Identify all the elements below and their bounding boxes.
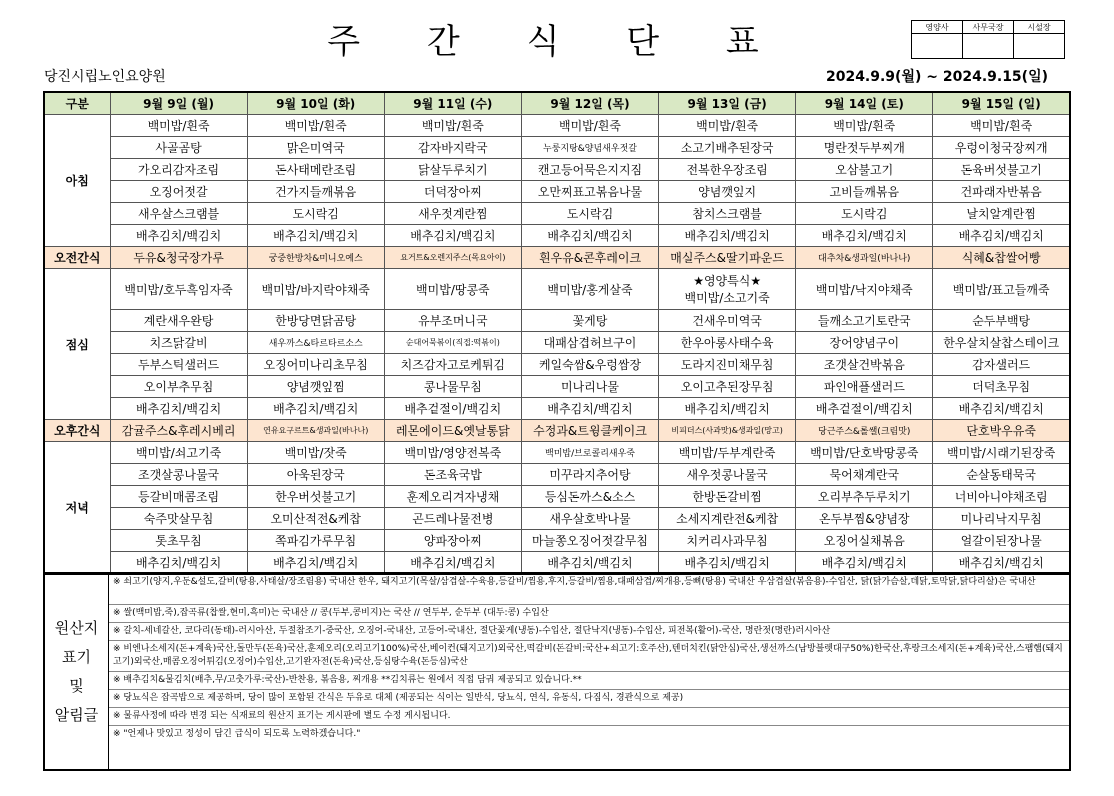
snack-cell: 식혜&찹쌀어빵 bbox=[933, 247, 1070, 269]
menu-cell: 배추김치/백김치 bbox=[110, 225, 247, 247]
note-item: ※ 쇠고기(양지,우둔&설도,갈비(탕용,사태살/장조림용) 국내산 한우, 돼지고기(목살/삼겹살-수육용,등갈비/찜용,후지,등갈비/찜용,대패삼겹/찌개용,등뼈(탕용) 국내산 우삼겹살(볶음용)-수입산, 닭(닭가슴살,데닭,토막닭,닭다리살)은 국내산 bbox=[109, 574, 1069, 605]
menu-cell: 사골곰탕 bbox=[110, 137, 247, 159]
menu-cell: 치커리사과무침 bbox=[659, 530, 796, 552]
lunch-row bbox=[44, 332, 1070, 354]
menu-cell: 등갈비매콤조림 bbox=[110, 486, 247, 508]
approval-dietitian-label: 영양사 bbox=[912, 21, 963, 34]
snack-cell: 수정과&트윙클케이크 bbox=[521, 420, 658, 442]
menu-cell-text: 백미밥/호두흑임자죽 bbox=[124, 282, 233, 297]
header-cell: 9월 12일 (목) bbox=[521, 92, 658, 115]
menu-cell: 배추김치/백김치 bbox=[796, 552, 933, 575]
dinner-row bbox=[44, 486, 1070, 508]
menu-cell: 감자바지락국 bbox=[384, 137, 521, 159]
dinner-row bbox=[44, 464, 1070, 486]
menu-cell: 백미밥/영양전복죽 bbox=[384, 442, 521, 464]
menu-cell: 백미밥/흰죽 bbox=[521, 115, 658, 137]
menu-cell: 백미밥/흰죽 bbox=[796, 115, 933, 137]
menu-cell: 계란새우완탕 bbox=[110, 310, 247, 332]
menu-cell: 한우살치살찹스테이크 bbox=[933, 332, 1070, 354]
menu-cell: 배추김치/백김치 bbox=[384, 225, 521, 247]
menu-cell: 배추김치/백김치 bbox=[247, 225, 384, 247]
menu-cell: 콩나물무침 bbox=[384, 376, 521, 398]
weekly-menu-table bbox=[43, 91, 1071, 575]
menu-cell: 건가지들깨볶음 bbox=[247, 181, 384, 203]
menu-cell bbox=[796, 269, 933, 310]
menu-cell: 들깨소고기토란국 bbox=[796, 310, 933, 332]
menu-cell: 새우젓계란찜 bbox=[384, 203, 521, 225]
menu-cell: 맑은미역국 bbox=[247, 137, 384, 159]
menu-cell: 꽃게탕 bbox=[521, 310, 658, 332]
dinner-row bbox=[44, 442, 1070, 464]
dinner-label: 저녁 bbox=[44, 442, 110, 575]
menu-cell: 백미밥/쇠고기죽 bbox=[110, 442, 247, 464]
lunch-row bbox=[44, 354, 1070, 376]
menu-cell: 누룽지탕&양념새우젓갈 bbox=[521, 137, 658, 159]
menu-cell: 한우버섯불고기 bbox=[247, 486, 384, 508]
menu-cell: 파인애플샐러드 bbox=[796, 376, 933, 398]
menu-cell: 온두부찜&양념장 bbox=[796, 508, 933, 530]
menu-cell: 백미밥/흰죽 bbox=[659, 115, 796, 137]
menu-cell: 장어양념구이 bbox=[796, 332, 933, 354]
menu-cell: 가오리감자조림 bbox=[110, 159, 247, 181]
menu-cell: 아욱된장국 bbox=[247, 464, 384, 486]
menu-period: 2024.9.9(월) ~ 2024.9.15(일) bbox=[825, 69, 1048, 85]
pm_snack-row bbox=[44, 420, 1070, 442]
menu-cell: 명란젓두부찌개 bbox=[796, 137, 933, 159]
menu-cell: 백미밥/흰죽 bbox=[247, 115, 384, 137]
snack-cell: 비피더스(사과맛)&생과일(망고) bbox=[659, 420, 796, 442]
snack-cell: 감귤주스&후레시베리 bbox=[110, 420, 247, 442]
menu-cell: 배추김치/백김치 bbox=[521, 225, 658, 247]
menu-cell: 오징어실채볶음 bbox=[796, 530, 933, 552]
menu-cell: 배추김치/백김치 bbox=[521, 398, 658, 420]
breakfast-row bbox=[44, 203, 1070, 225]
snack-cell: 연유요구르트&생과일(바나나) bbox=[247, 420, 384, 442]
menu-cell-text: 백미밥/표고들깨죽 bbox=[952, 282, 1050, 297]
menu-cell: 백미밥/잣죽 bbox=[247, 442, 384, 464]
menu-cell: 치즈감자고로케튀김 bbox=[384, 354, 521, 376]
menu-cell: 배추김치/백김치 bbox=[659, 552, 796, 575]
lunch-row bbox=[44, 376, 1070, 398]
menu-cell bbox=[247, 269, 384, 310]
snack-cell: 요거트&오렌지주스(목요아이) bbox=[384, 247, 521, 269]
menu-cell: 케일숙쌈&우렁쌈장 bbox=[521, 354, 658, 376]
menu-cell: 도시락김 bbox=[796, 203, 933, 225]
menu-cell: 배추김치/백김치 bbox=[933, 552, 1070, 575]
menu-cell: 배추김치/백김치 bbox=[521, 552, 658, 575]
notes-section bbox=[43, 572, 1071, 771]
menu-cell: 오삼불고기 bbox=[796, 159, 933, 181]
menu-cell-text: 백미밥/홍게살죽 bbox=[547, 282, 633, 297]
menu-cell: 건새우미역국 bbox=[659, 310, 796, 332]
snack-cell: 매실주스&딸기파운드 bbox=[659, 247, 796, 269]
menu-cell: 소고기배추된장국 bbox=[659, 137, 796, 159]
menu-cell: 배추김치/백김치 bbox=[933, 225, 1070, 247]
facility-name: 당진시립노인요양원 bbox=[44, 69, 166, 85]
page-title: 주 간 식 단 표 bbox=[327, 22, 787, 62]
menu-cell: 너비아니야채조림 bbox=[933, 486, 1070, 508]
menu-cell: 오리부추두루치기 bbox=[796, 486, 933, 508]
menu-cell: 우렁이청국장찌개 bbox=[933, 137, 1070, 159]
snack-cell: 대추차&생과일(바나나) bbox=[796, 247, 933, 269]
breakfast-label: 아침 bbox=[44, 115, 110, 247]
menu-cell: 조갯살콩나물국 bbox=[110, 464, 247, 486]
menu-cell-text: 백미밥/땅콩죽 bbox=[416, 282, 490, 297]
menu-cell: 백미밥/두부계란죽 bbox=[659, 442, 796, 464]
menu-cell: 순대어묵볶이(직접:떡볶이) bbox=[384, 332, 521, 354]
menu-cell: 소세지계란전&케찹 bbox=[659, 508, 796, 530]
note-item: ※ "언제나 맛있고 정성이 담긴 급식이 되도록 노력하겠습니다." bbox=[113, 729, 361, 739]
menu-cell: 배추김치/백김치 bbox=[796, 225, 933, 247]
menu-cell: 유부조머니국 bbox=[384, 310, 521, 332]
approval-director-sign bbox=[1014, 34, 1065, 59]
menu-cell bbox=[933, 269, 1070, 310]
approval-manager-label: 사무국장 bbox=[963, 21, 1014, 34]
snack-cell: 두유&청국장가루 bbox=[110, 247, 247, 269]
menu-cell: 미나리낙지무침 bbox=[933, 508, 1070, 530]
menu-cell: 훈제오리겨자냉채 bbox=[384, 486, 521, 508]
header-cell: 9월 14일 (토) bbox=[796, 92, 933, 115]
pm_snack-label: 오후간식 bbox=[44, 420, 110, 442]
menu-cell: 배추김치/백김치 bbox=[110, 398, 247, 420]
menu-cell: 치즈닭갈비 bbox=[110, 332, 247, 354]
menu-cell: 양념깻잎찜 bbox=[247, 376, 384, 398]
notes-label: 원산지 표기 및 알림글 bbox=[45, 574, 109, 769]
menu-cell: 돈사태메란조림 bbox=[247, 159, 384, 181]
menu-cell: 백미밥/시래기된장죽 bbox=[933, 442, 1070, 464]
menu-cell: 백미밥/흰죽 bbox=[384, 115, 521, 137]
menu-cell: 숙주맛살무침 bbox=[110, 508, 247, 530]
snack-cell: 단호박우유죽 bbox=[933, 420, 1070, 442]
menu-cell bbox=[659, 269, 796, 310]
menu-cell: 오만찌표고볶음나물 bbox=[521, 181, 658, 203]
menu-cell: 한방돈갈비찜 bbox=[659, 486, 796, 508]
dinner-row bbox=[44, 552, 1070, 575]
menu-cell: 오징어미나리초무침 bbox=[247, 354, 384, 376]
menu-cell: 백미밥/단호박땅콩죽 bbox=[796, 442, 933, 464]
menu-cell: 순살동태묵국 bbox=[933, 464, 1070, 486]
approval-box bbox=[911, 20, 1065, 59]
header-row bbox=[44, 92, 1070, 115]
menu-cell: 도시락김 bbox=[247, 203, 384, 225]
header-cell: 9월 13일 (금) bbox=[659, 92, 796, 115]
menu-cell: 도라지진미채무침 bbox=[659, 354, 796, 376]
header-cell: 9월 10일 (화) bbox=[247, 92, 384, 115]
menu-cell: 곤드레나물전병 bbox=[384, 508, 521, 530]
menu-cell: 배추김치/백김치 bbox=[384, 552, 521, 575]
lunch-row bbox=[44, 269, 1070, 310]
dinner-row bbox=[44, 508, 1070, 530]
menu-cell: 감자샐러드 bbox=[933, 354, 1070, 376]
special-meal-label: ★영양특식★ bbox=[693, 274, 762, 288]
menu-cell-text: 백미밥/소고기죽 bbox=[684, 291, 770, 305]
menu-cell: 더덕장아찌 bbox=[384, 181, 521, 203]
menu-cell: 순두부백탕 bbox=[933, 310, 1070, 332]
menu-cell bbox=[384, 269, 521, 310]
header-cell: 9월 11일 (수) bbox=[384, 92, 521, 115]
menu-cell: 날치알계란찜 bbox=[933, 203, 1070, 225]
menu-cell: 새우살스크램블 bbox=[110, 203, 247, 225]
breakfast-row bbox=[44, 181, 1070, 203]
am_snack-row bbox=[44, 247, 1070, 269]
snack-cell: 레몬에이드&옛날통닭 bbox=[384, 420, 521, 442]
breakfast-row bbox=[44, 225, 1070, 247]
note-item: ※ 배추김치&물김치(배추,무/고춧가루:국산)-반찬용, 볶음용, 찌개용 **김치류는 원에서 직접 담궈 제공되고 있습니다.** bbox=[109, 672, 1069, 690]
menu-cell: 더덕초무침 bbox=[933, 376, 1070, 398]
menu-cell: 배추김치/백김치 bbox=[933, 398, 1070, 420]
menu-cell: 닭살두루치기 bbox=[384, 159, 521, 181]
menu-cell: 배추겉절이/백김치 bbox=[796, 398, 933, 420]
menu-cell: 전복한우장조림 bbox=[659, 159, 796, 181]
lunch-label: 점심 bbox=[44, 269, 110, 420]
menu-cell: 묵어채계란국 bbox=[796, 464, 933, 486]
note-item: ※ 당뇨식은 잡곡밥으로 제공하며, 당이 많이 포함된 간식은 두유로 대체 (제공되는 식이는 일반식, 당뇨식, 연식, 유동식, 다짐식, 경관식으로 제공) bbox=[109, 690, 1069, 708]
note-item: ※ 물류사정에 따라 변경 되는 식재료의 원산지 표기는 게시판에 별도 수정 게시됩니다. bbox=[109, 708, 1069, 726]
menu-cell: 건파래자반볶음 bbox=[933, 181, 1070, 203]
menu-cell: 캔고등어묵은지지짐 bbox=[521, 159, 658, 181]
approval-manager-sign bbox=[963, 34, 1014, 59]
menu-cell: 미꾸라지추어탕 bbox=[521, 464, 658, 486]
menu-cell: 돈육버섯불고기 bbox=[933, 159, 1070, 181]
menu-cell: 도시락김 bbox=[521, 203, 658, 225]
menu-cell: 고비들깨볶음 bbox=[796, 181, 933, 203]
header-cell: 구분 bbox=[44, 92, 110, 115]
am_snack-label: 오전간식 bbox=[44, 247, 110, 269]
menu-cell: 오이부추무침 bbox=[110, 376, 247, 398]
menu-cell: 백미밥/흰죽 bbox=[110, 115, 247, 137]
menu-cell bbox=[521, 269, 658, 310]
snack-cell: 흰우유&콘후레이크 bbox=[521, 247, 658, 269]
menu-cell: 마늘쫑오징어젓갈무침 bbox=[521, 530, 658, 552]
dinner-row bbox=[44, 530, 1070, 552]
menu-cell: 등심돈까스&소스 bbox=[521, 486, 658, 508]
menu-cell: 배추겉절이/백김치 bbox=[384, 398, 521, 420]
menu-cell: 오징어젓갈 bbox=[110, 181, 247, 203]
menu-cell: 배추김치/백김치 bbox=[659, 225, 796, 247]
lunch-row bbox=[44, 398, 1070, 420]
menu-cell: 미나리나물 bbox=[521, 376, 658, 398]
menu-cell-text: 백미밥/낙지야채죽 bbox=[815, 282, 913, 297]
menu-cell: 톳초무침 bbox=[110, 530, 247, 552]
menu-cell: 새우살호박나물 bbox=[521, 508, 658, 530]
menu-cell: 배추김치/백김치 bbox=[247, 552, 384, 575]
menu-cell: 대패삼겹허브구이 bbox=[521, 332, 658, 354]
menu-cell bbox=[110, 269, 247, 310]
breakfast-row bbox=[44, 115, 1070, 137]
menu-cell: 오이고추된장무침 bbox=[659, 376, 796, 398]
menu-cell: 새우까스&타르타르소스 bbox=[247, 332, 384, 354]
note-item: ※ 비엔나소세지(돈+계육)국산,돌만두(돈육)국산,훈제오리(오리고기100%)국산,베이컨(돼지고기)외국산,떡갈비(돈갈비:국산+쇠고기:호주산),텐더치킨(닭안심)국산,생선까스(남방블렛대구50%)한국산,후랑크소세지(돈+계육)국산,스팸햄(돼지고기)외국산,매콤오징어튀김(오징어)수입산,고기완자전(돈육)국산,등심탕수육(돈등심)국산 bbox=[109, 641, 1069, 672]
menu-cell: 한방당면닭곰탕 bbox=[247, 310, 384, 332]
menu-cell: 양파장아찌 bbox=[384, 530, 521, 552]
menu-cell: 오미산적전&케찹 bbox=[247, 508, 384, 530]
header-cell: 9월 15일 (일) bbox=[933, 92, 1070, 115]
notes-list bbox=[109, 574, 1069, 743]
menu-cell: 배추김치/백김치 bbox=[110, 552, 247, 575]
menu-cell: 백미밥/브로콜리새우죽 bbox=[521, 442, 658, 464]
menu-cell: 돈조육국밥 bbox=[384, 464, 521, 486]
approval-dietitian-sign bbox=[912, 34, 963, 59]
menu-cell: 배추김치/백김치 bbox=[247, 398, 384, 420]
menu-cell: 두부스틱샐러드 bbox=[110, 354, 247, 376]
note-item: ※ 쌀(백미밥,죽),잡곡류(찹쌀,현미,흑미)는 국내산 // 콩(두부,콩비지)는 국산 // 연두부, 순두부 (대두:콩) 수입산 bbox=[109, 605, 1069, 623]
snack-cell: 궁중한방차&미니오예스 bbox=[247, 247, 384, 269]
menu-cell: 백미밥/흰죽 bbox=[933, 115, 1070, 137]
menu-cell: 새우젓콩나물국 bbox=[659, 464, 796, 486]
approval-director-label: 시설장 bbox=[1014, 21, 1065, 34]
menu-cell: 참치스크램블 bbox=[659, 203, 796, 225]
menu-cell: 양념깻잎지 bbox=[659, 181, 796, 203]
menu-cell-text: 백미밥/바지락야채죽 bbox=[261, 282, 370, 297]
header-cell: 9월 9일 (월) bbox=[110, 92, 247, 115]
snack-cell: 당근주스&롤쌜(크림맛) bbox=[796, 420, 933, 442]
note-item: ※ 갈치-세네갈산, 코다리(동태)-러시아산, 두절참조기-중국산, 오징어-국내산, 고등어-국내산, 절단꽃게(냉동)-수입산, 절단낙지(냉동)-수입산, 피전복(활어)-국산, 명란젓(명란)러시아산 bbox=[109, 623, 1069, 641]
menu-cell: 쪽파김가루무침 bbox=[247, 530, 384, 552]
breakfast-row bbox=[44, 159, 1070, 181]
lunch-row bbox=[44, 310, 1070, 332]
menu-cell: 얼갈이된장나물 bbox=[933, 530, 1070, 552]
menu-cell: 배추김치/백김치 bbox=[659, 398, 796, 420]
menu-cell: 한우아롱사태수육 bbox=[659, 332, 796, 354]
menu-cell: 조갯살건박볶음 bbox=[796, 354, 933, 376]
breakfast-row bbox=[44, 137, 1070, 159]
